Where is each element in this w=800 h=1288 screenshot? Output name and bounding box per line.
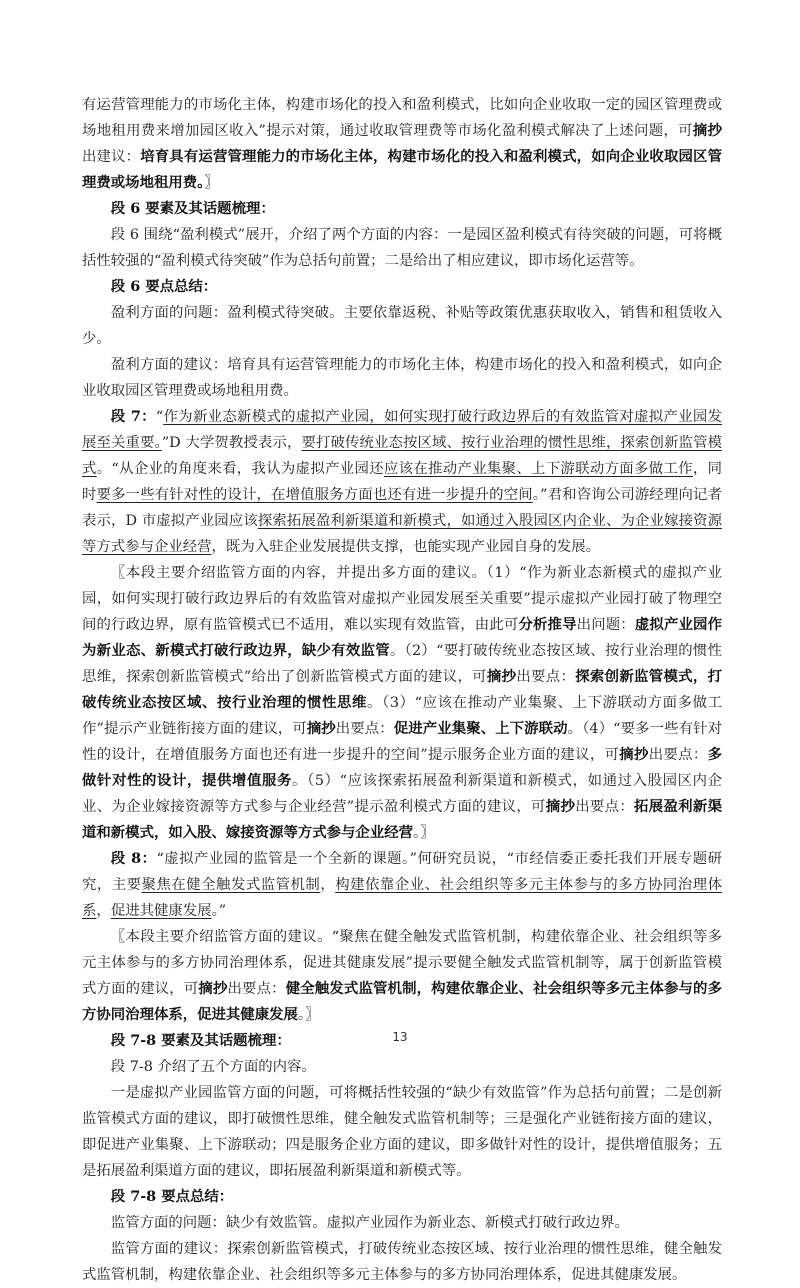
heading-6-elements: 段 6 要素及其话题梳理： [110,200,275,217]
paragraph-7-label: 段 7： [110,408,156,425]
commentary-8: 〖本段主要介绍监管方面的建议。“聚焦在健全触发式监管机制，构建依靠企业、社会组织等多元主体参与的多方协同治理体系，促进其健康发展”提示要健全触发式监管机制等，属于创新监管模式方面的建议，可摘抄出要点：健全触发式监管机制，构建依靠企业、社会组织等多元主体参与的多方协同治理体系，促进其健康发展。〗 [82,929,722,1023]
paragraph-8: 段 8：“虚拟产业园的监管是一个全新的课题。”何研究员说，“市经信委正委托我们开展专题研究，主要聚焦在健全触发式监管机制，构建依靠企业、社会组织等多元主体参与的多方协同治理体系，促进其健康发展。” [82,850,722,919]
heading-7-8-summary: 段 7-8 要点总结： [110,1188,234,1205]
document-page [82,92,722,1288]
summary-6-suggestion: 盈利方面的建议：培育具有运营管理能力的市场化主体，构建市场化的投入和盈利模式，如向企业收取园区管理费或场地租用费。 [82,357,722,399]
paragraph-7: 段 7：“作为新业态新模式的虚拟产业园，如何实现打破行政边界后的有效监管对虚拟产业园发展至关重要。”D 大学贺教授表示，要打破传统业态按区域、按行业治理的惯性思维，探索创新监管模式。“从企业的角度来看，我认为虚拟产业园还应该在推动产业集聚、上下游联动方面多做工作，同时要多一些有针对性的设计，在增值服务方面也还有进一步提升的空间。”君和咨询公司游经理向记者表示，D 市虚拟产业园应该探索拓展盈利新渠道和新模式，如通过入股园区内企业、为企业嫁接资源等方式参与企业经营，既为入驻企业发展提供支撑，也能实现产业园自身的发展。 [82,408,722,555]
paragraph-6-elements: 段 6 围绕“盈利模式”展开，介绍了两个方面的内容：一是园区盈利模式有待突破的问题，可将概括性较强的“盈利模式待突破”作为总括句前置；二是给出了相应建议，即市场化运营等。 [82,227,722,269]
commentary-7: 〖本段主要介绍监管方面的内容，并提出多方面的建议。（1）“作为新业态新模式的虚拟产业园，如何实现打破行政边界后的有效监管对虚拟产业园发展至关重要”提示虚拟产业园打破了物理空间的行政边界，原有监管模式已不适用，难以实现有效监管，由此可分析推导出问题：虚拟产业园作为新业态、新模式打破行政边界，缺少有效监管。（2）“要打破传统业态按区域、按行业治理的惯性思维，探索创新监管模式”给出了创新监管模式方面的建议，可摘抄出要点：探索创新监管模式，打破传统业态按区域、按行业治理的惯性思维。（3）“应该在推动产业集聚、上下游联动方面多做工作”提示产业链衔接方面的建议，可摘抄出要点：促进产业集聚、上下游联动。（4）“要多一些有针对性的设计，在增值服务方面也还有进一步提升的空间”提示服务企业方面的建议，可摘抄出要点：多做针对性的设计，提供增值服务。（5）“应该探索拓展盈利新渠道和新模式，如通过入股园区内企业、为企业嫁接资源等方式参与企业经营”提示盈利模式方面的建议，可摘抄出要点：拓展盈利新渠道和新模式，如入股、嫁接资源等方式参与企业经营。〗 [82,565,722,841]
page-number: 13 [392,1030,408,1044]
paragraph-8-label: 段 8： [110,850,157,867]
paragraph-6-continuation: 有运营管理能力的市场化主体，构建市场化的投入和盈利模式，比如向企业收取一定的园区管理费或场地租用费来增加园区收入”提示对策，通过收取管理费等市场化盈利模式解决了上述问题，可摘抄出建议：培育具有运营管理能力的市场化主体，构建市场化的投入和盈利模式，如向企业收取园区管理费或场地租用费。〗 [82,97,722,191]
heading-7-8-elements: 段 7-8 要素及其话题梳理： [110,1032,291,1049]
summary-7-8-problem: 监管方面的问题：缺少有效监管。虚拟产业园作为新业态、新模式打破行政边界。 [110,1215,629,1231]
heading-6-summary: 段 6 要点总结： [110,278,218,295]
paragraph-7-8-intro: 段 7-8 介绍了五个方面的内容。 [110,1059,316,1075]
summary-7-8-suggestion: 监管方面的建议：探索创新监管模式，打破传统业态按区域、按行业治理的惯性思维，健全触发式监管机制，构建依靠企业、社会组织等多元主体参与的多方协同治理体系，促进其健康发展。 [82,1241,722,1283]
paragraph-7-8-elements: 一是虚拟产业园监管方面的问题，可将概括性较强的“缺少有效监管”作为总括句前置；二是创新监管模式方面的建议，即打破惯性思维，健全触发式监管机制等；三是强化产业链衔接方面的建议，即促进产业集聚、上下游联动；四是服务企业方面的建议，即多做针对性的设计，提供增值服务；五是拓展盈利渠道方面的建议，即拓展盈利新渠道和新模式等。 [82,1085,722,1179]
summary-6-problem: 盈利方面的问题：盈利模式待突破。主要依靠返税、补贴等政策优惠获取收入，销售和租赁收入少。 [82,305,722,347]
